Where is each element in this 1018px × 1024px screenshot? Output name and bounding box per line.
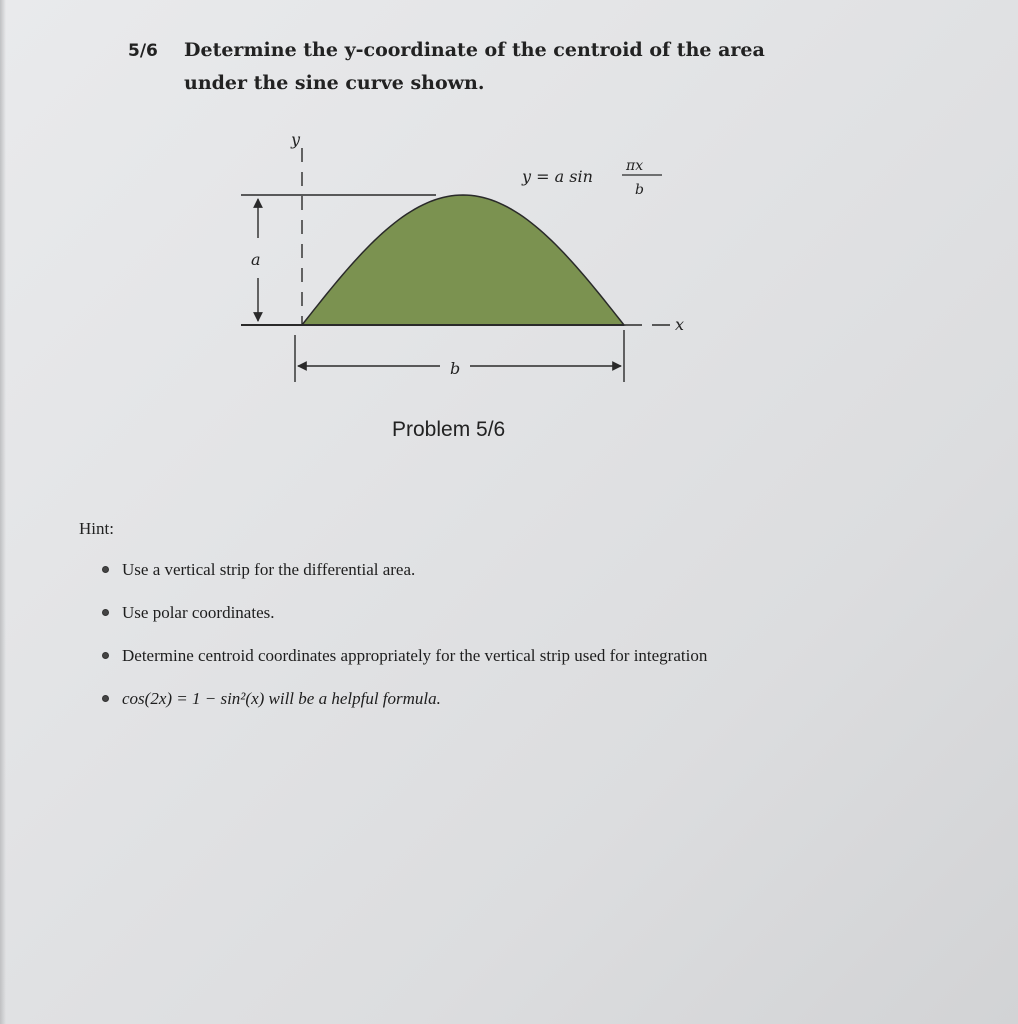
hint-title: Hint:	[79, 519, 114, 538]
sine-shaded-area	[302, 195, 624, 325]
y-axis-label: y	[291, 130, 301, 149]
hint-formula-text: cos(2x) = 1 − sin²(x) will be a helpful formula.	[122, 689, 441, 708]
problem-text-line-1: Determine the y-coordinate of the centroid of the area	[184, 39, 765, 61]
height-label: a	[251, 250, 261, 269]
equation-denominator: b	[635, 182, 644, 198]
x-axis-label: x	[675, 315, 685, 334]
bullet-icon	[102, 609, 109, 616]
equation-numerator: πx	[626, 158, 644, 174]
hint-text: Determine centroid coordinates appropriately for the vertical strip used for integration	[122, 646, 708, 665]
hint-item	[98, 642, 707, 685]
hint-item	[98, 556, 707, 599]
hint-item	[98, 599, 707, 642]
hint-text: Use a vertical strip for the differential area.	[122, 560, 416, 579]
problem-number: 5/6	[128, 41, 158, 61]
hint-item	[98, 685, 707, 728]
bullet-icon	[102, 652, 109, 659]
curve-equation	[521, 158, 662, 198]
figure-caption: Problem 5/6	[392, 418, 506, 441]
bullet-icon	[102, 566, 109, 573]
hint-text: Use polar coordinates.	[122, 603, 275, 622]
problem-text-line-2: under the sine curve shown.	[184, 72, 485, 94]
hint-list	[98, 556, 707, 728]
equation-lhs: y = a sin	[522, 167, 593, 186]
width-label: b	[450, 359, 461, 378]
bullet-icon	[102, 695, 109, 702]
